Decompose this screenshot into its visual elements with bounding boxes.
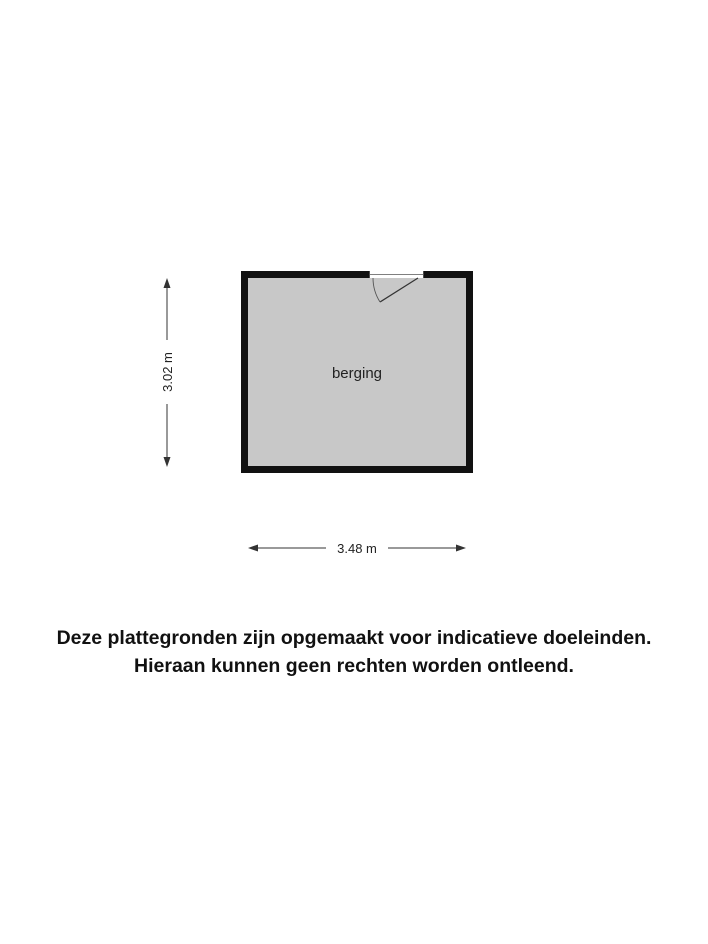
dimension-height-label: 3.02 m [160, 352, 175, 392]
dimension-height [160, 278, 175, 467]
dimension-width [248, 541, 466, 556]
dimension-width-arrow-right [456, 545, 466, 552]
room-label: berging [331, 365, 383, 382]
dimension-height-arrow-bottom [164, 457, 171, 467]
disclaimer [0, 624, 708, 680]
dimension-width-label: 3.48 m [337, 541, 377, 556]
disclaimer-line-1: Deze plattegronden zijn opgemaakt voor indicatieve doeleinden. [56, 627, 652, 649]
dimension-height-arrow-top [164, 278, 171, 288]
disclaimer-line-2: Hieraan kunnen geen rechten worden ontleend. [134, 655, 574, 677]
dimension-width-arrow-left [248, 545, 258, 552]
